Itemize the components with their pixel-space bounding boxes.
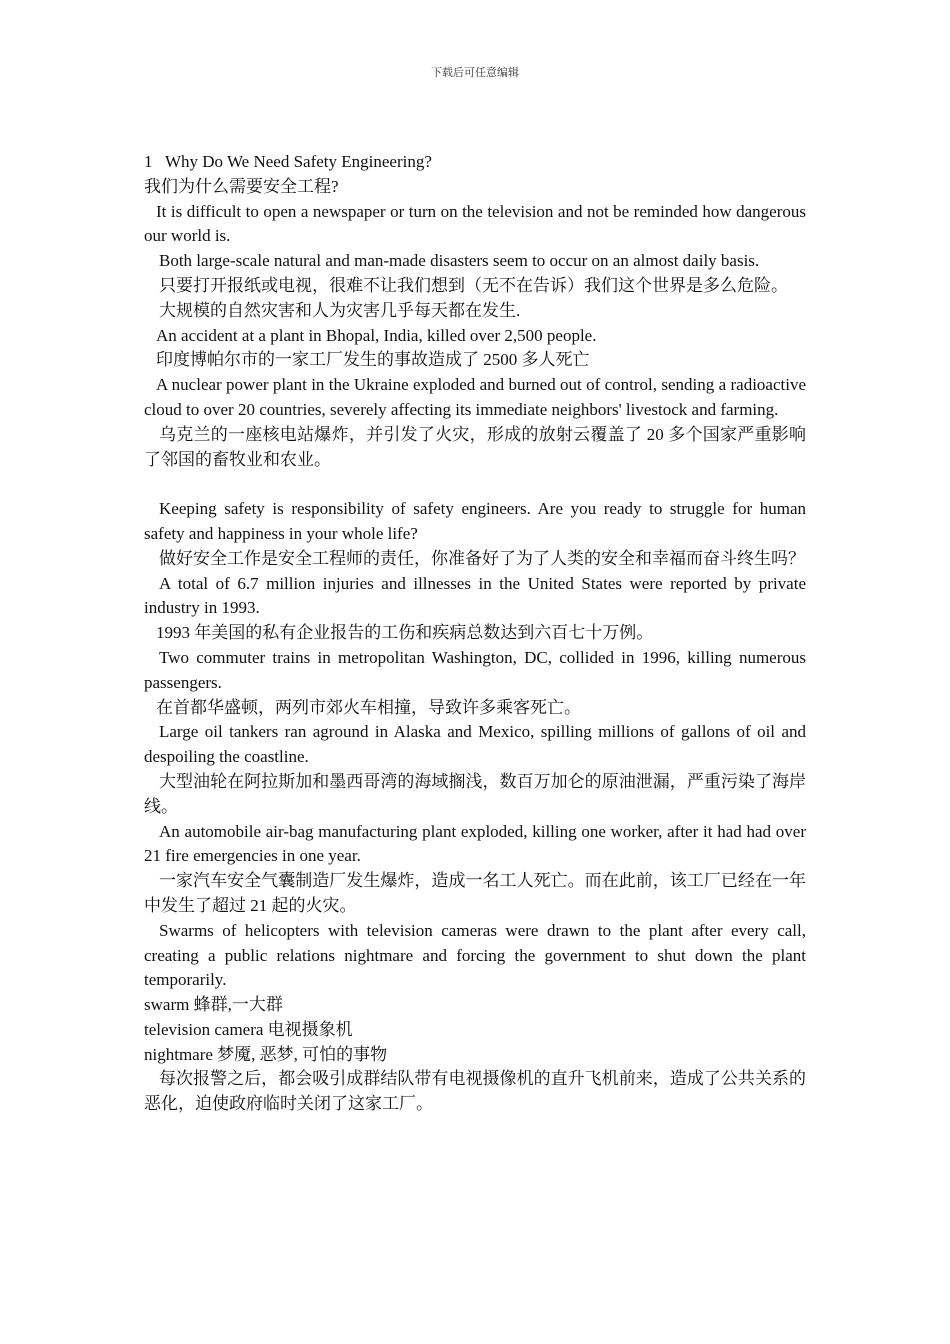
paragraph-en: It is difficult to open a newspaper or turn on the television and not be reminded how dangerous our world is. bbox=[144, 201, 806, 246]
paragraph-en: An automobile air-bag manufacturing plant exploded, killing one worker, after it had had over 21 fire emergencies in one year. bbox=[144, 821, 806, 866]
paragraph-cn: 印度博帕尔市的一家工厂发生的事故造成了 2500 多人死亡 bbox=[156, 350, 590, 370]
paragraph-cn: 大型油轮在阿拉斯加和墨西哥湾的海域搁浅，数百万加仑的原油泄漏，严重污染了海岸线。 bbox=[144, 771, 806, 816]
paragraph-cn: 1993 年美国的私有企业报告的工伤和疾病总数达到六百七十万例。 bbox=[156, 623, 654, 643]
lesson-number: 1 bbox=[144, 152, 153, 171]
paragraph-en: Swarms of helicopters with television cameras were drawn to the plant after every call, creating a public relations nightmare and forcing the government to shut down the plant temporarily. bbox=[144, 920, 806, 990]
paragraph-cn: 每次报警之后，都会吸引成群结队带有电视摄像机的直升飞机前来，造成了公共关系的恶化，迫使政府临时关闭了这家工厂。 bbox=[144, 1069, 806, 1114]
lesson-title-en: Why Do We Need Safety Engineering? bbox=[164, 152, 432, 171]
paragraph-en: An accident at a plant in Bhopal, India, killed over 2,500 people. bbox=[156, 325, 597, 345]
lesson-title-cn: 我们为什么需要安全工程? bbox=[144, 176, 339, 196]
paragraph-en: A nuclear power plant in the Ukraine exploded and burned out of control, sending a radioactive cloud to over 20 countries, severely affecting its immediate neighbors' livestock and farming. bbox=[144, 375, 806, 419]
paragraph-cn: 大规模的自然灾害和人为灾害几乎每天都在发生. bbox=[159, 300, 521, 320]
page-header-note: 下载后可任意编辑 bbox=[431, 67, 519, 79]
paragraph-cn: 只要打开报纸或电视，很难不让我们想到（无不在告诉）我们这个世界是多么危险。 bbox=[159, 275, 788, 295]
vocabulary-item: television camera 电视摄象机 bbox=[144, 1019, 353, 1039]
paragraph-en: Two commuter trains in metropolitan Washington, DC, collided in 1996, killing numerous passengers. bbox=[144, 647, 806, 692]
paragraph-cn: 乌克兰的一座核电站爆炸，并引发了火灾，形成的放射云覆盖了 20 多个国家严重影响了邻国的畜牧业和农业。 bbox=[144, 424, 806, 469]
lesson-heading bbox=[144, 150, 806, 175]
paragraph-en: A total of 6.7 million injuries and illnesses in the United States were reported by private industry in 1993. bbox=[144, 573, 806, 618]
vocabulary-item: swarm 蜂群,一大群 bbox=[144, 995, 283, 1015]
paragraph-cn: 一家汽车安全气囊制造厂发生爆炸，造成一名工人死亡。而在此前，该工厂已经在一年中发生了超过 21 起的火灾。 bbox=[144, 871, 806, 915]
vocabulary-item: nightmare 梦魇, 恶梦, 可怕的事物 bbox=[144, 1044, 388, 1064]
document-body bbox=[144, 150, 806, 1117]
blank-line bbox=[144, 472, 806, 497]
paragraph-en: Both large-scale natural and man-made disasters seem to occur on an almost daily basis. bbox=[159, 251, 760, 271]
paragraph-cn: 在首都华盛顿，两列市郊火车相撞，导致许多乘客死亡。 bbox=[156, 697, 581, 717]
paragraph-cn: 做好安全工作是安全工程师的责任，你准备好了为了人类的安全和幸福而奋斗终生吗？ bbox=[159, 548, 805, 568]
paragraph-en: Large oil tankers ran aground in Alaska and Mexico, spilling millions of gallons of oil and despoiling the coastline. bbox=[144, 722, 806, 767]
paragraph-en: Keeping safety is responsibility of safety engineers. Are you ready to struggle for human safety and happiness in your whole life? bbox=[144, 499, 806, 543]
